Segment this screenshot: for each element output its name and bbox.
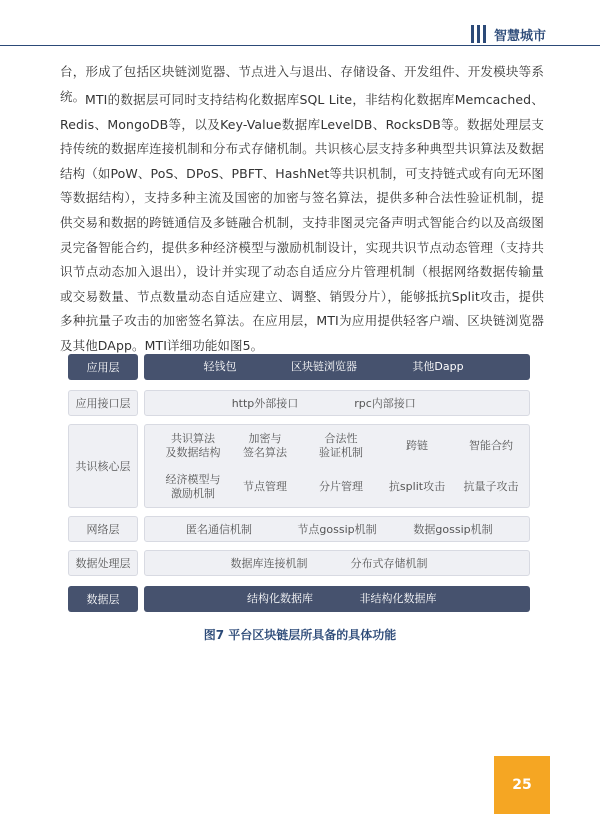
layer-content: [144, 586, 530, 612]
layer-content: [144, 550, 530, 576]
layer-item: 非结构化数据库: [359, 592, 437, 605]
section-title: 智慧城市: [493, 28, 546, 44]
layer-data-processing: [68, 550, 530, 576]
layer-application: [68, 354, 530, 380]
layer-item: 数据库连接机制: [230, 557, 308, 570]
header-bars-icon: [471, 25, 486, 43]
layer-item: 区块链浏览器: [291, 360, 357, 373]
paragraph-1: 台，形成了包括区块链浏览器、节点进入与退出、存储设备、开发组件、开发模块等系统。: [60, 64, 544, 104]
layer-item: 共识算法 及数据结构: [165, 432, 221, 459]
layer-item: 节点gossip机制: [297, 523, 377, 536]
layer-label: 数据层: [68, 586, 138, 612]
layer-item: 合法性 验证机制: [319, 432, 363, 459]
layer-label: 应用接口层: [68, 390, 138, 416]
layer-item: rpc内部接口: [354, 397, 416, 410]
layer-item: 结构化数据库: [247, 592, 313, 605]
figure-caption: 图7 平台区块链层所具备的具体功能: [203, 628, 397, 642]
layer-item: 加密与 签名算法: [243, 432, 287, 459]
layer-item: http外部接口: [231, 397, 299, 410]
layer-item: 跨链: [406, 439, 428, 452]
layer-item: 匿名通信机制: [186, 523, 252, 536]
layer-content: [144, 424, 530, 508]
layer-consensus: [68, 424, 530, 508]
layer-item: 分布式存储机制: [350, 557, 428, 570]
layer-label: 应用层: [68, 354, 138, 380]
layer-label: 数据处理层: [68, 550, 138, 576]
section-header: [471, 22, 600, 46]
layer-data: [68, 586, 530, 612]
layer-item: 经济模型与 激励机制: [165, 473, 221, 500]
layer-item: 轻钱包: [203, 360, 237, 373]
layer-content: [144, 516, 530, 542]
layer-item: 其他Dapp: [412, 360, 464, 373]
layer-item: 分片管理: [319, 480, 363, 493]
blockchain-layer-diagram: [68, 354, 530, 616]
layer-content: [144, 354, 530, 380]
layer-network: [68, 516, 530, 542]
layer-item: 抗量子攻击: [463, 480, 519, 493]
layer-label: 网络层: [68, 516, 138, 542]
layer-content: [144, 390, 530, 416]
layer-item: 抗split攻击: [388, 480, 446, 493]
layer-item: 智能合约: [469, 439, 513, 452]
layer-item: 数据gossip机制: [413, 523, 493, 536]
paragraph-2: MTI的数据层可同时支持结构化数据库SQL Lite，非结构化数据库Memcached、Redis、MongoDB等，以及Key-Value数据库LevelDB、RocksDB等。数据处理层支持传统的数据库连接机制和分布式存储机制。共识核心层支持多种典型共识算法及数据结构（如PoW、PoS、DPoS、PBFT、HashNet等共识机制，可支持链式或有向无环图等数据结构），支持多种主流及国密的加密与签名算法，提供多种合法性验证机制，提供交易和数据的跨链通信及多链融合机制，支持非图灵完备声明式智能合约以及高级图灵完备智能合约，提供多种经济模型与激励机制设计，实现共识节点动态管理（支持共识节点动态加入退出），设计并实现了动态自适应分片管理机制（根据网络数据传输量或交易数量、节点数量动态自适应建立、调整、销毁分片），能够抵抗Split攻击，提供多种抗量子攻击的加密签名算法。在应用层，MTI为应用提供轻客户端、区块链浏览器及其他DApp。MTI详细功能如图5。: [60, 92, 544, 353]
layer-item: 节点管理: [243, 480, 287, 493]
layer-api: [68, 390, 530, 416]
layer-label: 共识核心层: [68, 424, 138, 508]
page-number: 25: [494, 756, 550, 814]
